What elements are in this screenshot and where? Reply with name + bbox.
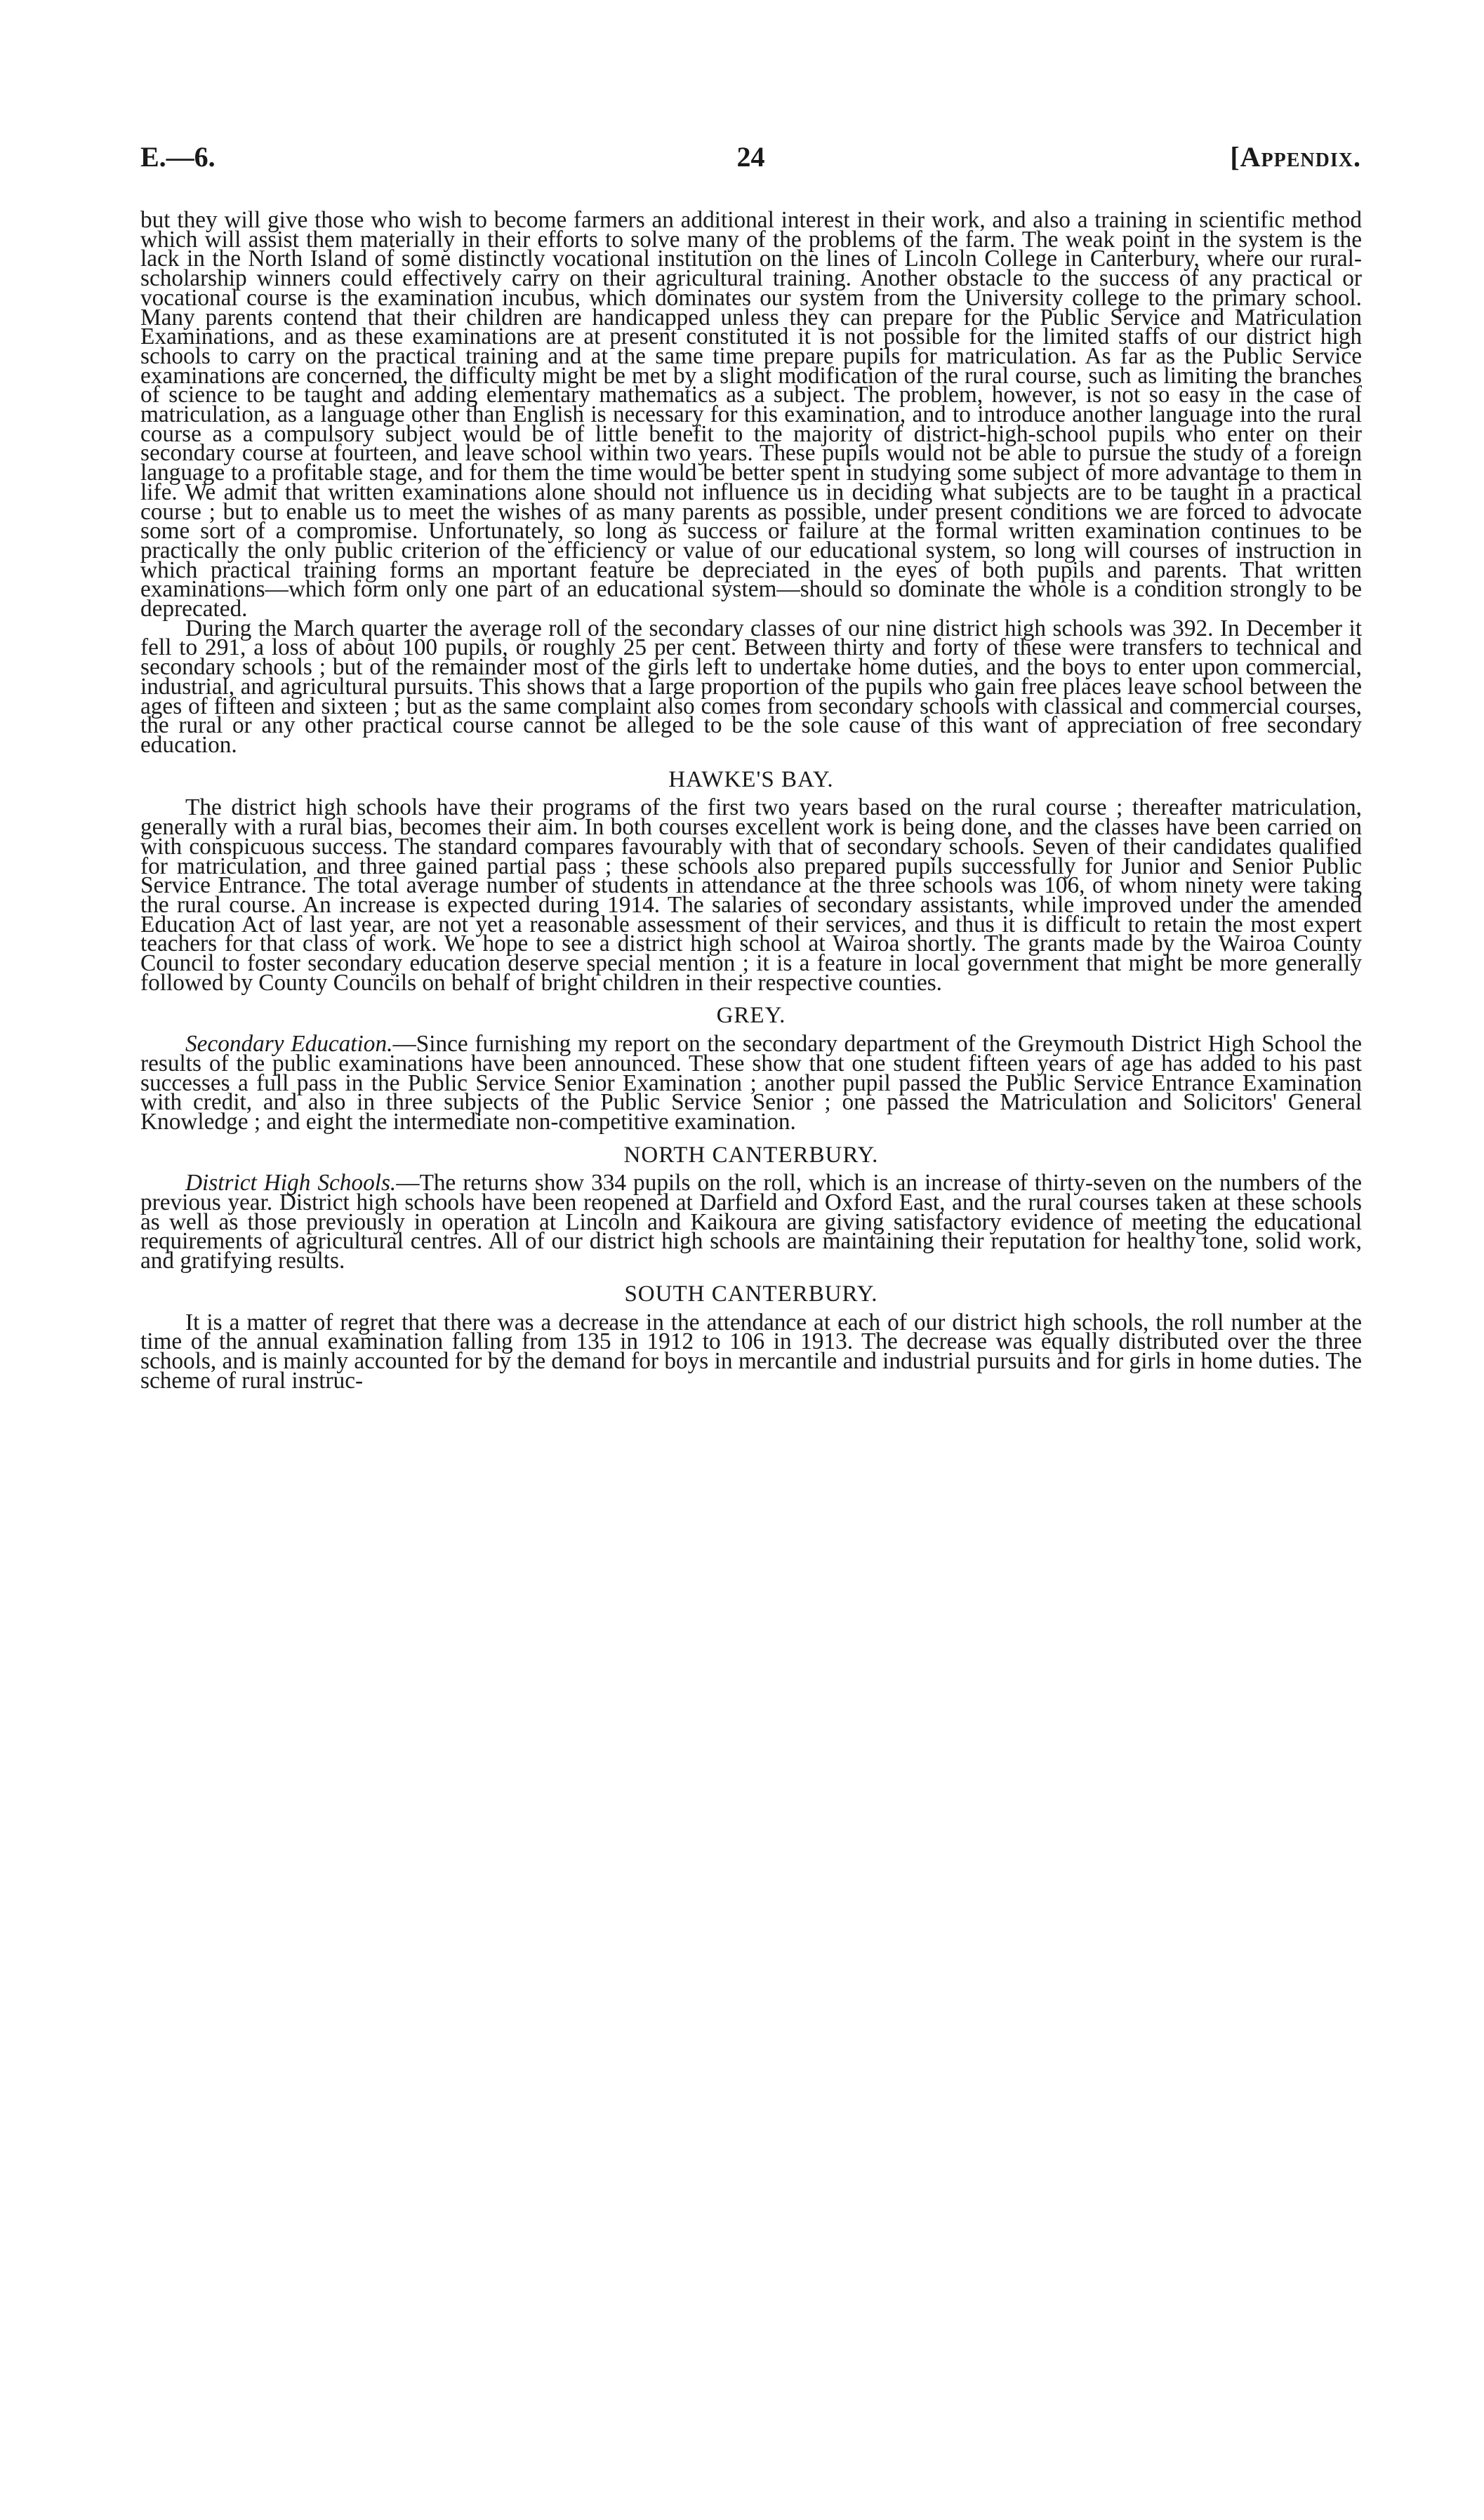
section-lead-north-canterbury: District High Schools. <box>185 1170 397 1196</box>
section-text-north-canterbury: —The returns show 334 pupils on the roll, which is an increase of thirty-seven on the numbers of the previous year. District high schools have been reopened at Darfield and Oxford East, and the rural courses taken at these schools as well as those previously in operation at Lincoln and Kaikoura are giving satisfactory evidence of meeting the educational requirements of agricultural centres. All of our district high schools are maintaining their reputation for healthy tone, solid work, and gratifying results. <box>140 1170 1362 1274</box>
body-paragraph: During the March quarter the average roll of the secondary classes of our nine district high schools was 392. In December it fell to 291, a loss of about 100 pupils, or roughly 25 per cent. Between thirty and forty of these were transfers to technical and secondary schools ; but of the remainder most of the girls left to undertake home duties, and the boys to enter upon commercial, industrial, and agricultural pursuits. This shows that a large proportion of the pupils who gain free places leave school between the ages of fifteen and sixteen ; but as the same complaint also comes from secondary schools with classical and commercial courses, the rural or any other practical course cannot be alleged to be the sole cause of this want of appreciation of free secondary education. <box>140 615 1362 758</box>
section-heading-south-canterbury: SOUTH CANTERBURY. <box>624 1281 878 1307</box>
section-heading-grey: GREY. <box>716 1003 786 1029</box>
report-reference: E.—6. <box>140 141 216 173</box>
page-body <box>140 207 1362 1394</box>
section-heading-north-canterbury: NORTH CANTERBURY. <box>623 1142 879 1168</box>
appendix-label: [Appendix. <box>1230 141 1361 173</box>
section-paragraph-north-canterbury <box>140 1170 1362 1274</box>
section-heading-hawkes-bay: HAWKE'S BAY. <box>668 766 834 792</box>
section-paragraph-hawkes-bay: The district high schools have their programs of the first two years based on the rural course ; thereafter matriculation, generally with a rural bias, becomes their aim. In both courses excellent work is being done, and the classes have been carried on with conspicuous success. The standard compares favourably with that of secondary schools. Seven of their candidates qualified for matriculation, and three gained partial pass ; these schools also prepared pupils successfully for Junior and Senior Public Service Entrance. The total average number of students in attendance at the three schools was 106, of whom ninety were taking the rural course. An increase is expected during 1914. The salaries of secondary assistants, while improved under the amended Education Act of last year, are not yet a reasonable assessment of their services, and thus it is difficult to retain the most expert teachers for that class of work. We hope to see a district high school at Wairoa shortly. The grants made by the Wairoa County Council to foster secondary education deserve special mention ; it is a feature in local government that might be more generally followed by County Councils on behalf of bright children in their respective counties. <box>140 794 1362 996</box>
section-paragraph-south-canterbury: It is a matter of regret that there was a decrease in the attendance at each of our district high schools, the roll number at the time of the annual examination falling from 135 in 1912 to 106 in 1913. The decrease was equally distributed over the three schools, and is mainly accounted for by the demand for boys in mercantile and industrial pursuits and for girls in home duties. The scheme of rural instruc- <box>140 1309 1362 1394</box>
section-lead-grey: Secondary Education. <box>185 1031 393 1058</box>
section-paragraph-grey <box>140 1031 1362 1135</box>
continuation-paragraph: but they will give those who wish to become farmers an additional interest in their work, and also a training in scientific method which will assist them materially in their efforts to solve many of the problems of the farm. The weak point in the system is the lack in the North Island of some distinctly vocational institution on the lines of Lincoln College in Canterbury, where our rural-scholarship winners could effectively carry on their agricultural training. Another obstacle to the success of any practical or vocational course is the examination incubus, which dominates our system from the University college to the primary school. Many parents contend that their children are handicapped unless they can prepare for the Public Service and Matriculation Examinations, and as these examinations are at present constituted it is not possible for the limited staffs of our district high schools to carry on the practical training and at the same time prepare pupils for matriculation. As far as the Public Service examinations are concerned, the difficulty might be met by a slight modification of the rural course, such as limiting the branches of science to be taught and adding elementary mathematics as a subject. The problem, however, is not so easy in the case of matriculation, as a language other than English is necessary for this examination, and to introduce another language into the rural course as a compulsory subject would be of little benefit to the majority of district-high-school pupils who enter on their secondary course at fourteen, and leave school within two years. These pupils would not be able to pursue the study of a foreign language to a profitable stage, and for them the time would be better spent in studying some subject of more advantage to them in life. We admit that written examinations alone should not influence us in deciding what subjects are to be taught in a practical course ; but to enable us to meet the wishes of as many parents as possible, under present conditions we are forced to advocate some sort of a compromise. Unfortunately, so long as success or failure at the formal written examination continues to be practically the only public criterion of the efficiency or value of our educational system, so long will courses of instruction in which practical training forms an mportant feature be depreciated in the eyes of both pupils and parents. That written examinations—which form only one part of an educational system—should so dominate the whole is a condition strongly to be deprecated. <box>140 207 1362 622</box>
section-text-grey: —Since furnishing my report on the secondary department of the Greymouth District High School the results of the public examinations have been announced. These show that one student fifteen years of age has added to his past successes a full pass in the Public Service Senior Examination ; another pupil passed the Public Service Entrance Examination with credit, and also in three subjects of the Public Service Senior ; one passed the Matriculation and Solicitors' General Knowledge ; and eight the intermediate non-competitive examination. <box>140 1031 1362 1135</box>
running-header <box>140 140 1361 180</box>
page-number: 24 <box>736 141 765 173</box>
